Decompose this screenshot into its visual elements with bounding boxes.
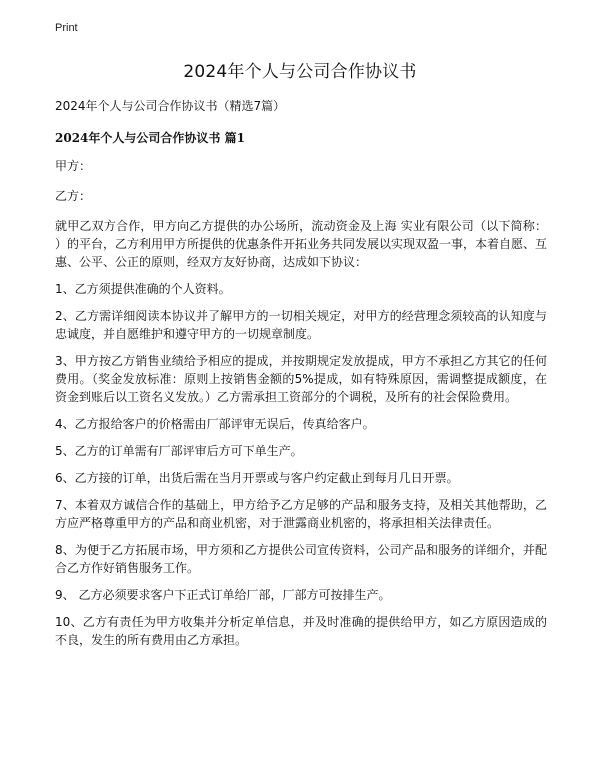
clause-4: 4、乙方报给客户的价格需由厂部评审无误后，传真给客户。 — [55, 417, 375, 431]
document-subtitle: 2024年个人与公司合作协议书（精选7篇） — [55, 99, 286, 113]
clause-7: 7、本着双方诚信合作的基础上，甲方给予乙方足够的产品和服务支持，及相关其他帮助，乙方应严格尊重甲方的产品和商业机密，对于泄露商业机密的，将承担相关法律责任。 — [55, 498, 547, 530]
intro-paragraph: 就甲乙双方合作，甲方向乙方提供的办公场所，流动资金及上海 实业有限公司（以下简称： ）的平台，乙方利用甲方所提供的优惠条件开拓业务共同发展以实现双盈一事，本着自愿、互惠、公平、公正的原则，经双方友好协商，达成如下协议： — [55, 219, 548, 269]
party-a-label: 甲方： — [55, 159, 92, 173]
clause-9: 9、 乙方必须要求客户下正式订单给厂部，厂部方可按排生产。 — [55, 588, 391, 602]
clause-2: 2、乙方需详细阅读本协议并了解甲方的一切相关规定，对甲方的经营理念须较高的认知度与忠诚度，并自愿维护和遵守甲方的一切规章制度。 — [55, 309, 547, 341]
clause-8: 8、为便于乙方拓展市场，甲方须和乙方提供公司宣传资料，公司产品和服务的详细介，并配合乙方作好销售服务工作。 — [55, 543, 547, 575]
print-link[interactable]: Print — [55, 22, 78, 34]
section-heading: 2024年个人与公司合作协议书 篇1 — [55, 131, 245, 145]
document-body — [55, 157, 547, 658]
clause-3: 3、甲方按乙方销售业绩给予相应的提成，并按期规定发放提成，甲方不承担乙方其它的任何费用。（奖金发放标准：原则上按销售金额的5%提成，如有特殊原因，需调整提成额度，在资金到账后以工资名义发放。）乙方需承担工资部分的个调税，及所有的社会保险费用。 — [55, 354, 547, 404]
clause-10: 10、乙方有责任为甲方收集并分析定单信息，并及时准确的提供给甲方，如乙方原因造成的不良，发生的所有费用由乙方承担。 — [55, 615, 547, 647]
document-title: 2024年个人与公司合作协议书 — [183, 62, 417, 82]
clause-6: 6、乙方接的订单，出货后需在当月开票或与客户约定截止到每月几日开票。 — [55, 471, 459, 485]
party-b-label: 乙方： — [55, 189, 92, 203]
clause-5: 5、乙方的订单需有厂部评审后方可下单生产。 — [55, 444, 303, 458]
clause-1: 1、乙方须提供准确的个人资料。 — [55, 282, 231, 296]
